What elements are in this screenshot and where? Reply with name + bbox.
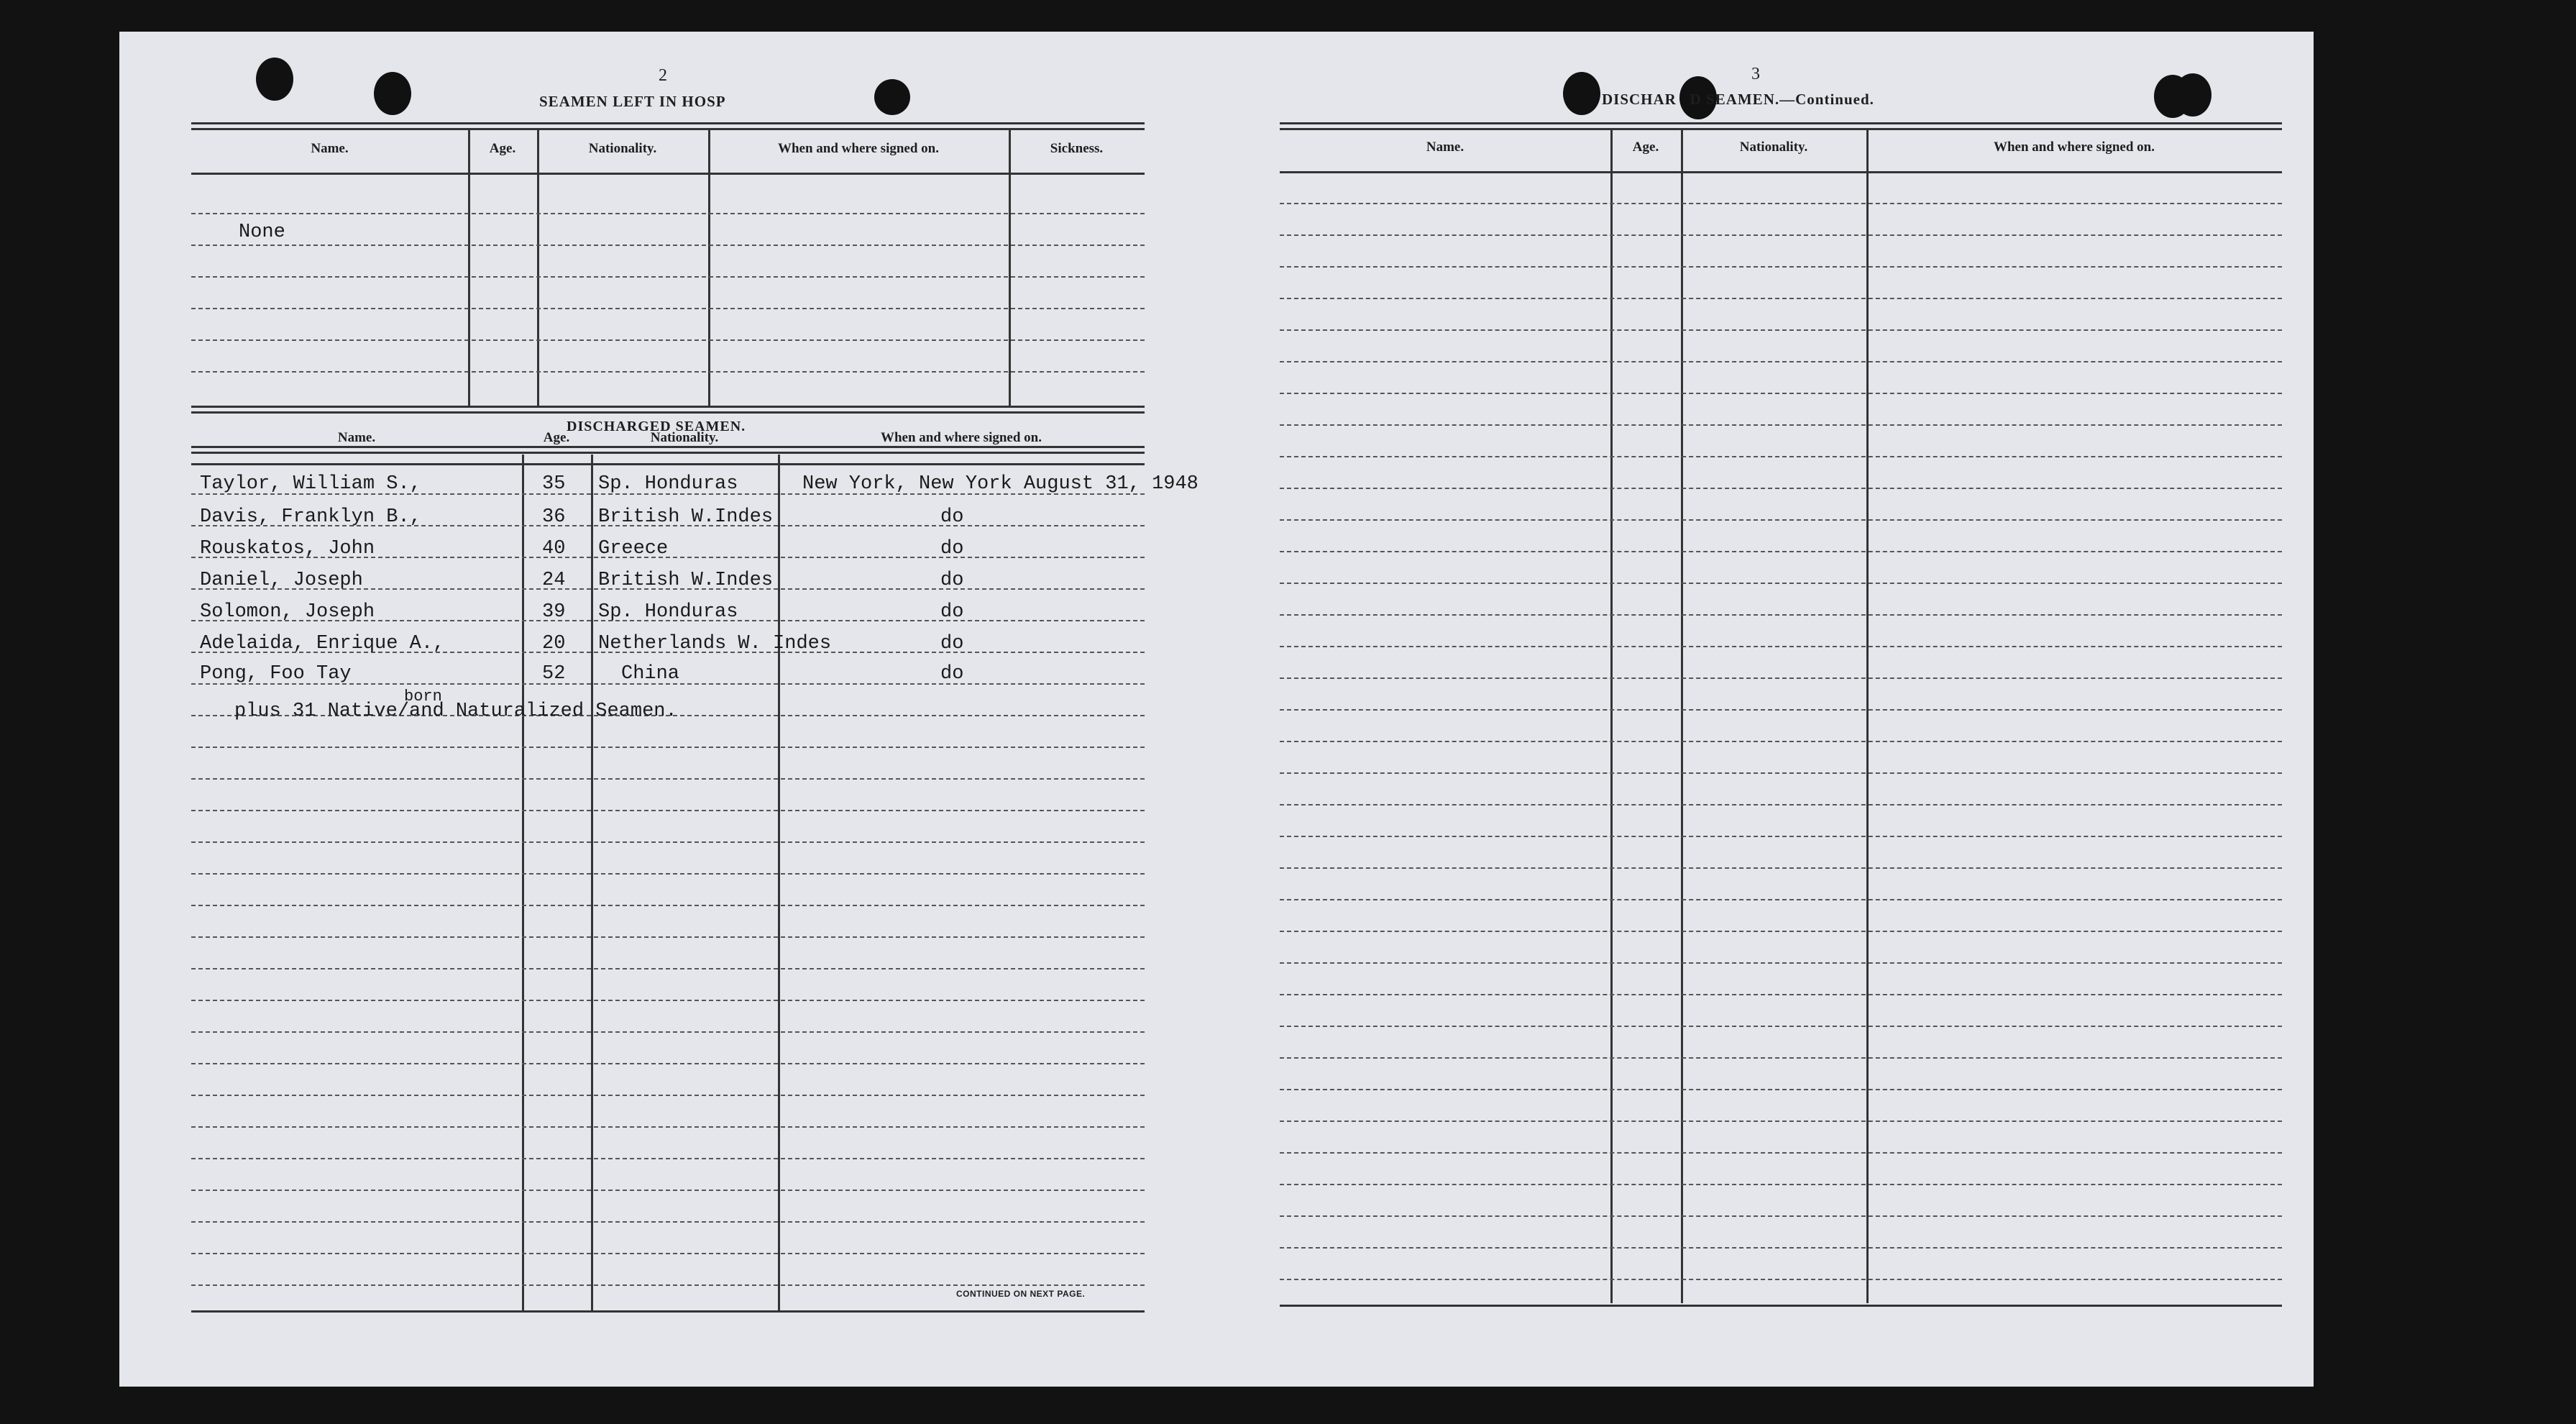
punch-hole [2174,73,2211,117]
row-signed-on: do [940,663,964,685]
ruled-line [1280,1215,2282,1217]
summary-insert-annotation: born [404,688,442,706]
ruled-line [1280,234,2282,236]
table-bottom-rule [191,411,1145,414]
ruled-line [1280,1121,2282,1122]
ruled-line [1280,298,2282,299]
ruled-line [191,1063,1145,1064]
ruled-line [1280,709,2282,711]
ruled-line [1280,836,2282,837]
punch-hole [874,79,910,115]
ruled-line [191,245,1145,246]
row-name: Davis, Franklyn B., [200,506,421,528]
row-signed-on: New York, New York August 31, 1948 [802,473,1198,495]
table-top-rule [191,122,1145,124]
column-divider [778,455,780,1312]
ruled-line [1280,772,2282,774]
ruled-line [191,371,1145,373]
ruled-line [191,1253,1145,1254]
discharged-section-title: DISCHARGED SEAMEN. [567,419,746,434]
ruled-line [1280,962,2282,964]
ruled-line [191,936,1145,938]
ruled-line [1280,456,2282,457]
ruled-line [1280,646,2282,647]
ruled-line [1280,867,2282,869]
row-signed-on: do [940,633,964,654]
ruled-line [1280,994,2282,995]
ruled-line [1280,583,2282,584]
table-top-rule [1280,128,2282,130]
row-name: Rouskatos, John [200,538,375,560]
column-header-nationality: Nationality. [650,430,719,445]
row-name: Pong, Foo Tay [200,663,352,685]
page-number: 3 [1751,65,1760,83]
ruled-line [191,810,1145,811]
row-age: 20 [542,633,566,654]
table-top-rule [191,446,1145,448]
column-divider [537,129,539,407]
ruled-line [1280,1057,2282,1059]
discharged-continued-title: DISCHAR D SEAMEN.—Continued. [1602,91,1874,108]
ruled-line [1280,1026,2282,1027]
column-header-name: Name. [1426,140,1465,155]
row-age: 36 [542,506,566,528]
ruled-line [191,873,1145,875]
ruled-line [191,1126,1145,1128]
column-header-nationality: Nationality. [1739,140,1808,155]
ruled-line [1280,899,2282,900]
column-header-nationality: Nationality. [588,141,657,156]
summary-line: plus 31 Native/and Naturalized Seamen. [234,700,677,722]
column-divider [1610,129,1613,1303]
ruled-line [1280,1089,2282,1090]
column-divider [1681,129,1683,1303]
ruled-line [1280,329,2282,331]
table-bottom-rule [191,1310,1145,1313]
ruled-line [1280,677,2282,679]
column-divider [1009,129,1011,407]
hospital-section-title: SEAMEN LEFT IN HOSP [539,93,726,110]
column-header-name: Name. [337,430,376,445]
table-bottom-rule [191,406,1145,408]
punch-hole [1563,72,1600,115]
column-header-name: Name. [311,141,349,156]
ruled-line [191,1221,1145,1223]
row-age: 40 [542,538,566,560]
row-signed-on: do [940,538,964,560]
ruled-line [1280,551,2282,552]
page-number: 2 [659,66,667,85]
ruled-line [191,747,1145,748]
column-divider [522,455,524,1312]
ruled-line [191,1000,1145,1001]
header-rule [191,173,1145,175]
ruled-line [1280,519,2282,521]
ruled-line [191,308,1145,309]
ruled-line [1280,266,2282,268]
row-signed-on: do [940,570,964,591]
row-age: 35 [542,473,566,495]
row-name: Daniel, Joseph [200,570,363,591]
column-header-when-where: When and where signed on. [880,430,1042,445]
row-age: 39 [542,601,566,623]
ruled-line [191,968,1145,969]
row-name: Solomon, Joseph [200,601,375,623]
ruled-line [191,1095,1145,1096]
ruled-line [191,841,1145,843]
table-top-rule [191,452,1145,454]
row-nationality: British W.Indes [598,506,774,528]
column-divider [708,129,710,407]
ruled-line [1280,931,2282,932]
row-name: Taylor, William S., [200,473,421,495]
ruled-line [191,905,1145,906]
ruled-line [1280,1184,2282,1185]
table-top-rule [191,128,1145,130]
punch-hole [256,58,293,101]
ruled-line [1280,1152,2282,1154]
ruled-line [1280,203,2282,204]
row-signed-on: do [940,506,964,528]
ruled-line [191,1158,1145,1159]
row-signed-on: do [940,601,964,623]
ruled-line [1280,1247,2282,1249]
header-rule [191,463,1145,465]
column-header-when-where: When and where signed on. [777,141,939,156]
ruled-line [1280,741,2282,742]
row-nationality: Greece [598,538,669,560]
ruled-line [191,1284,1145,1286]
ruled-line [1280,1279,2282,1280]
column-divider [468,129,470,407]
row-nationality: Sp. Honduras [598,601,738,623]
column-header-sickness: Sickness. [1050,141,1104,156]
row-age: 52 [542,663,566,685]
row-nationality: British W.Indes [598,570,774,591]
ruled-line [191,1031,1145,1033]
ruled-line [1280,361,2282,362]
table-top-rule [1280,122,2282,124]
row-name: Adelaida, Enrique A., [200,633,445,654]
ruled-line [191,276,1145,278]
ruled-line [1280,393,2282,394]
punch-hole [374,72,411,115]
ruled-line [191,339,1145,341]
column-header-when-where: When and where signed on. [1993,140,2155,155]
row-age: 24 [542,570,566,591]
ruled-line [1280,488,2282,489]
table-bottom-rule [1280,1305,2282,1307]
column-header-age: Age. [543,430,570,445]
document-sheet [119,32,2314,1387]
continued-note: CONTINUED ON NEXT PAGE. [956,1289,1086,1299]
ruled-line [191,778,1145,780]
ruled-line [191,213,1145,214]
hospital-entry-value: None [239,222,285,243]
ruled-line [191,1190,1145,1191]
row-nationality: China [621,663,680,685]
ruled-line [1280,614,2282,616]
header-rule [1280,171,2282,173]
ruled-line [1280,424,2282,426]
column-divider [1866,129,1869,1303]
column-header-age: Age. [1632,140,1659,155]
column-divider [591,455,593,1312]
row-nationality: Sp. Honduras [598,473,738,495]
row-nationality: Netherlands W. Indes [598,633,832,654]
ruled-line [1280,804,2282,805]
column-header-age: Age. [489,141,516,156]
